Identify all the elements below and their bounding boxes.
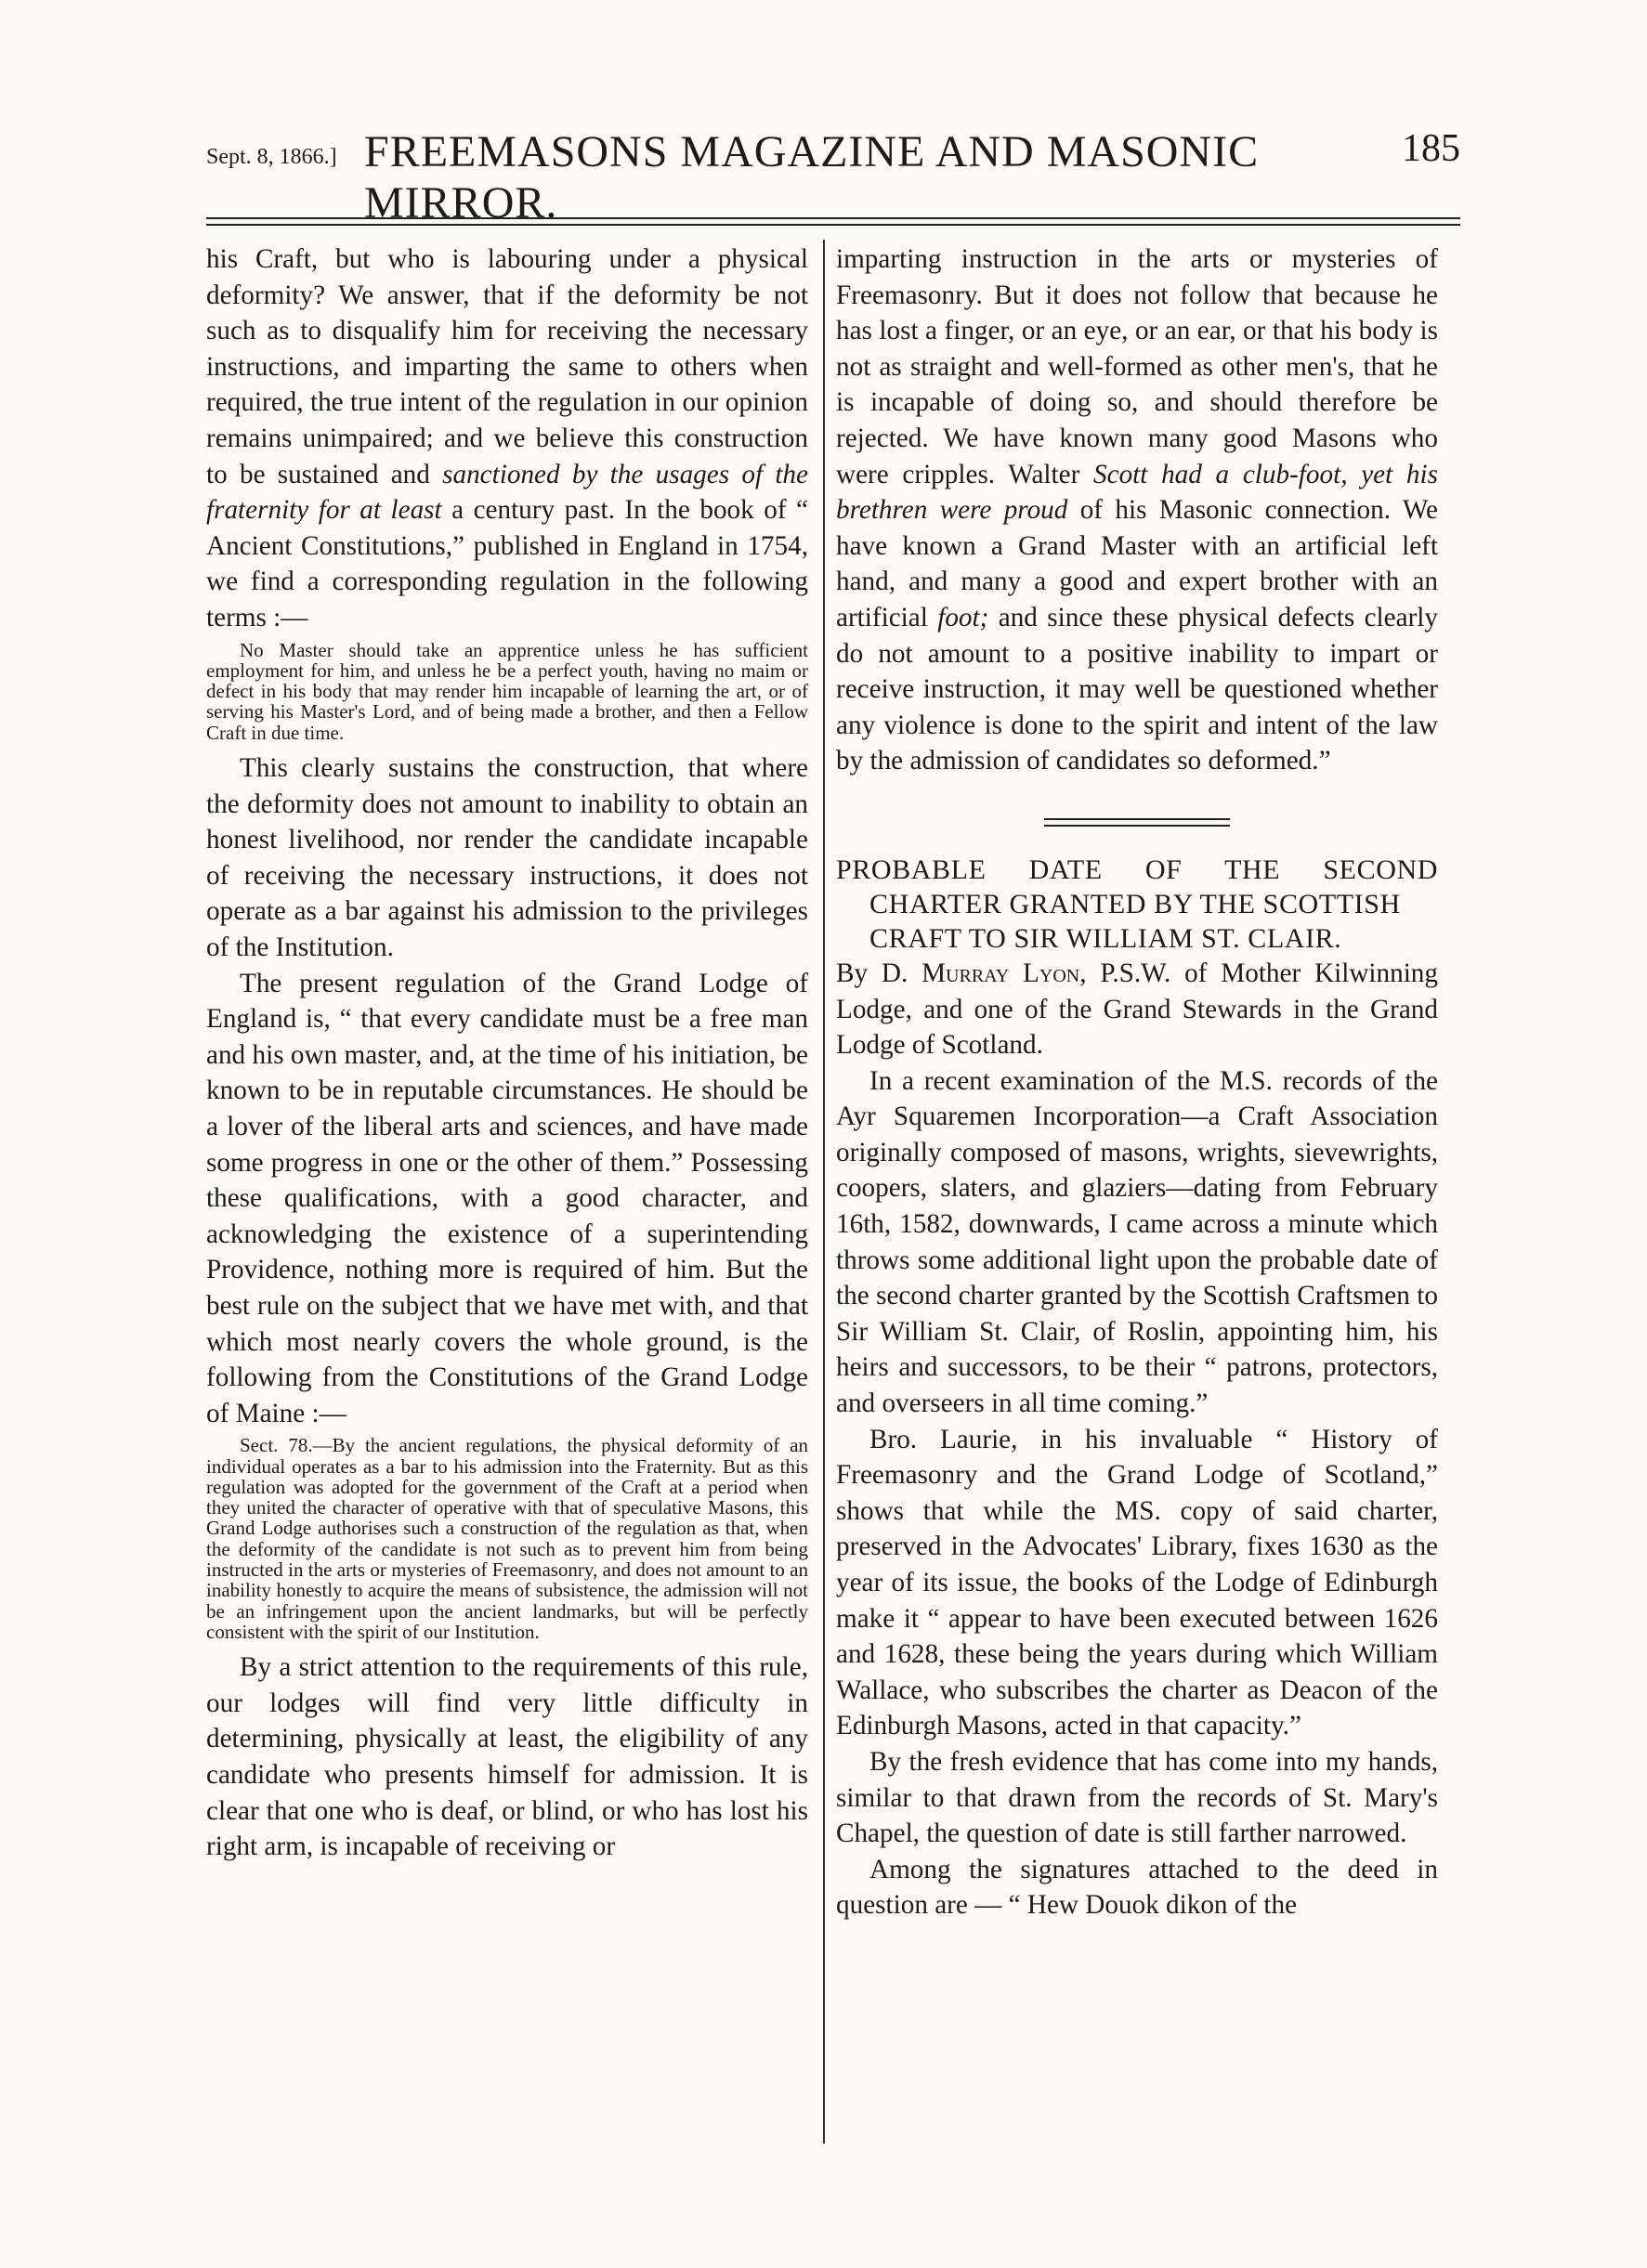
right-paragraph-4: By the fresh evidence that has come into my hands, similar to that drawn from the records of St. Mary's Chapel, the question of date is still farther narrowed. [836, 1746, 1438, 1849]
header-rule-top [206, 217, 1460, 219]
right-column [836, 241, 1438, 1923]
column-divider [823, 240, 825, 2144]
article-heading: PROBABLE DATE OF THE SECOND CHARTER GRANTED BY THE SCOTTISH CRAFT TO SIR WILLIAM ST. CLAIR. [836, 854, 1438, 954]
right-paragraph-5: Among the signatures attached to the deed in question are — “ Hew Douok dikon of the [836, 1854, 1438, 1921]
right-paragraph-3: Bro. Laurie, in his invaluable “ History of Freemasonry and the Grand Lodge of Scotland,” shows that while the MS. copy of said charter, preserved in the Advocates' Library, fixes 1630 as the year of its issue, the books of the Lodge of Edinburgh make it “ appear to have been executed between 1626 and 1628, these being the years during which William Wallace, who subscribes the charter as Deacon of the Edinburgh Masons, acted in that capacity.” [836, 1424, 1438, 1741]
right-paragraph-1: imparting instruction in the arts or mysteries of Freemasonry. But it does not follow that because he has lost a finger, or an eye, or an ear, or that his body is not as straight and well-formed as other men's, that he is incapable of doing so, and should therefore be rejected. We have known many good Masons who were cripples. Walter Scott had a club-foot, yet his brethren were proud of his Masonic connection. We have known a Grand Master with an artificial left hand, and many a good and expert brother with an artificial foot; and since these physical defects clearly do not amount to a positive inability to impart or receive instruction, it may well be questioned whether any violence is done to the spirit and intent of the law by the admission of candidates so deformed.” [836, 244, 1438, 776]
right-paragraph-2: In a recent examination of the M.S. records of the Ayr Squaremen Incorporation—a Craft Association originally composed of masons, wrights, sievewrights, coopers, slaters, and glaziers—dating from February 16th, 1582, downwards, I came across a minute which throws some additional light upon the probable date of the second charter granted by the Scottish Craftsmen to Sir William St. Clair, of Roslin, appointing him, his heirs and successors, to be their “ patrons, protectors, and overseers in all time coming.” [836, 1065, 1438, 1419]
maine-constitutions-quote: Sect. 78.—By the ancient regulations, the physical deformity of an individual operates as a bar to his admission into the Fraternity. But as this regulation was adopted for the government of the Craft at a period when they united the character of operative with that of speculative Masons, this Grand Lodge authorises such a construction of the regulation as that, when the deformity of the candidate is not such as to prevent him from being instructed in the arts or mysteries of Freemasonry, and does not amount to an inability honestly to acquire the means of subsistence, the admission will not be an infringement upon the ancient landmarks, but will be perfectly consistent with the spirit of our Institution. [206, 1434, 808, 1643]
left-paragraph-4: By a strict attention to the requirements of this rule, our lodges will find very little difficulty in determining, physically at least, the eligibility of any candidate who presents himself for admission. It is clear that one who is deaf, or blind, or who has lost his right arm, is incapable of receiving or [206, 1652, 808, 1862]
page-header [206, 121, 1460, 228]
page-number: 185 [1402, 127, 1460, 170]
issue-date: Sept. 8, 1866.] [206, 145, 337, 169]
left-paragraph-1: his Craft, but who is labouring under a physical deformity? We answer, that if the deformity be not such as to disqualify him for receiving the necessary instructions, and imparting the same to others when required, the true intent of the regulation in our opinion remains unimpaired; and we believe this construction to be sustained and sanctioned by the usages of the fraternity for at least a century past. In the book of “ Ancient Constitutions,” published in England in 1754, we find a corresponding regulation in the following terms :— [206, 244, 808, 632]
left-column [206, 241, 808, 1865]
ancient-constitutions-quote: No Master should take an apprentice unless he has sufficient employment for him, and unless he be a perfect youth, having no maim or defect in his body that may render him incapable of learning the art, or of serving his Master's Lord, and of being made a brother, and then a Fellow Craft in due time. [206, 638, 808, 744]
left-paragraph-2: This clearly sustains the construction, that where the deformity does not amount to inability to obtain an honest livelihood, nor render the candidate incapable of receiving the necessary instructions, it does not operate as a bar against his admission to the privileges of the Institution. [206, 753, 808, 962]
article-separator [1044, 818, 1230, 827]
header-rule-bottom [206, 224, 1460, 226]
left-paragraph-3: The present regulation of the Grand Lodge of England is, “ that every candidate must be a free man and his own master, and, at the time of his initiation, be known to be in reputable circumstances. He should be a lover of the liberal arts and sciences, and have made some progress in one or the other of them.” Possessing these qualifications, with a good character, and acknowledging the existence of a superintending Providence, nothing more is required of him. But the best rule on the subject that we have met with, and that which most nearly covers the whole ground, is the following from the Constitutions of the Grand Lodge of Maine :— [206, 968, 808, 1428]
magazine-title: FREEMASONS MAGAZINE AND MASONIC MIRROR. [364, 127, 1260, 228]
article-byline: By D. Murray Lyon, P.S.W. of Mother Kilwinning Lodge, and one of the Grand Stewards in the Grand Lodge of Scotland. [836, 958, 1438, 1061]
